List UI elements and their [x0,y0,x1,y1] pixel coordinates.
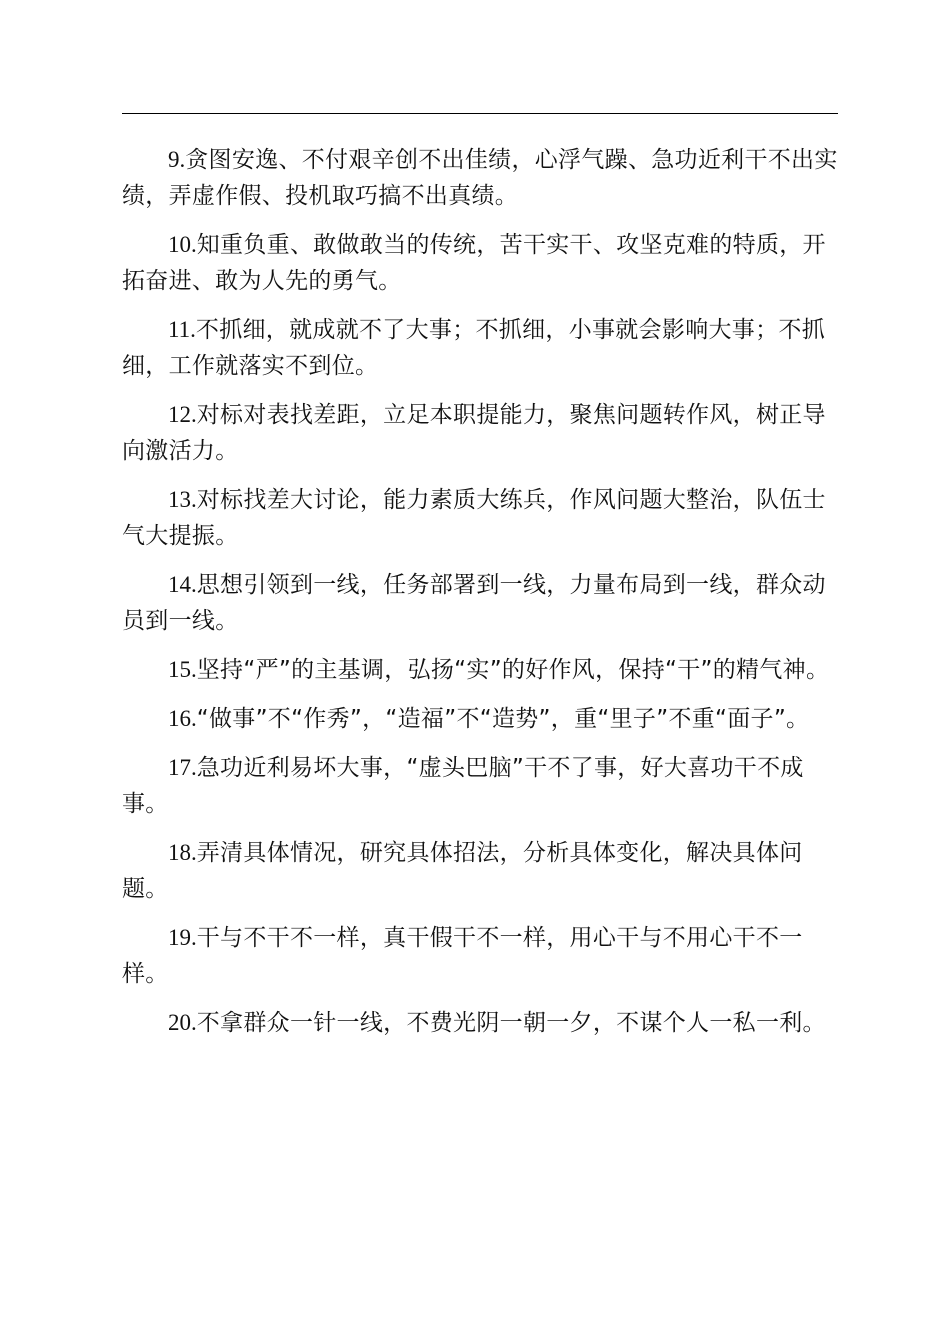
item-number: 17. [168,755,197,780]
paragraph-18 [122,835,838,907]
item-number: 19. [168,925,197,950]
paragraph-14 [122,567,838,639]
paragraph-19 [122,920,838,992]
document-body [122,142,838,1054]
item-number: 20. [168,1010,197,1035]
item-text: 对标对表找差距，立足本职提能力，聚焦问题转作风，树正导向激活力。 [122,402,826,464]
paragraph-17 [122,750,838,822]
paragraph-15 [122,652,838,688]
item-text: 不拿群众一针一线，不费光阴一朝一夕，不谋个人一私一利。 [196,1010,826,1036]
item-number: 16. [168,706,197,731]
header-rule [122,113,838,114]
item-number: 10. [168,232,197,257]
item-text: 急功近利易坏大事，“虚头巴脑”干不了事，好大喜功干不成事。 [122,755,804,817]
item-text: 坚持“严”的主基调，弘扬“实”的好作风，保持“干”的精气神。 [196,657,830,683]
paragraph-12 [122,397,838,469]
paragraph-20 [122,1005,838,1041]
item-number: 9. [168,147,186,172]
item-text: 弄清具体情况，研究具体招法，分析具体变化，解决具体问题。 [122,840,803,902]
paragraph-16 [122,701,838,737]
item-number: 12. [168,402,197,427]
paragraph-13 [122,482,838,554]
item-text: 思想引领到一线，任务部署到一线，力量布局到一线，群众动员到一线。 [122,572,826,634]
item-number: 18. [168,840,197,865]
item-text: 干与不干不一样，真干假干不一样，用心干与不用心干不一样。 [122,925,803,987]
item-text: 不抓细，就成就不了大事；不抓细，小事就会影响大事；不抓细，工作就落实不到位。 [122,317,826,379]
item-text: 知重负重、敢做敢当的传统，苦干实干、攻坚克难的特质，开拓奋进、敢为人先的勇气。 [122,232,826,294]
paragraph-10 [122,227,838,299]
item-number: 14. [168,572,197,597]
paragraph-9 [122,142,838,214]
item-number: 13. [168,487,197,512]
item-text: 贪图安逸、不付艰辛创不出佳绩，心浮气躁、急功近利干不出实绩，弄虚作假、投机取巧搞不出真绩。 [122,147,838,209]
item-number: 15. [168,657,197,682]
item-number: 11. [168,317,196,342]
item-text: 对标找差大讨论，能力素质大练兵，作风问题大整治，队伍士气大提振。 [122,487,826,549]
item-text: “做事”不“作秀”，“造福”不“造势”，重“里子”不重“面子”。 [196,706,810,732]
paragraph-11 [122,312,838,384]
